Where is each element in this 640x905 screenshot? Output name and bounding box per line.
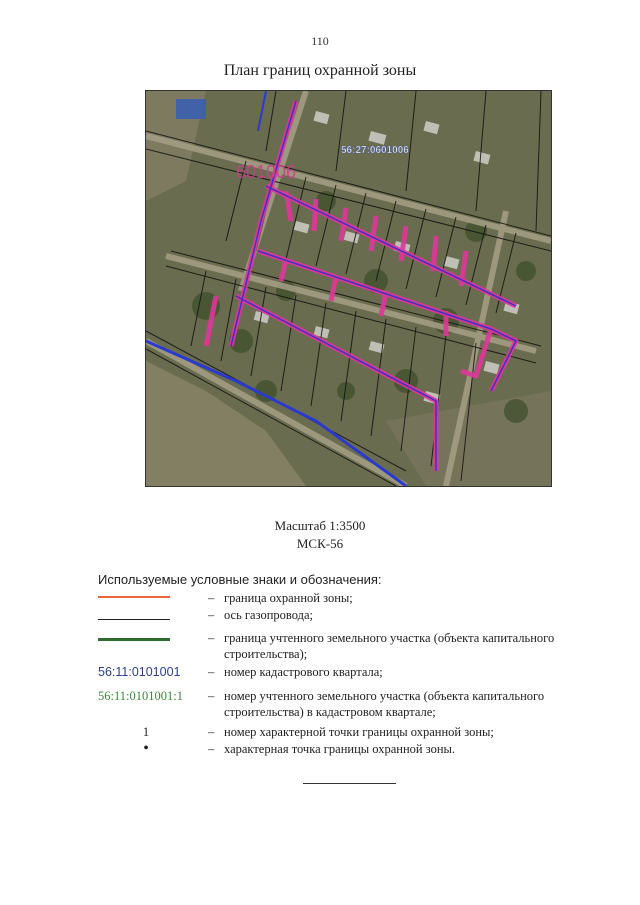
legend-text: номер характерной точки границы охранной зоны; — [224, 725, 494, 739]
legend-dash: – — [208, 631, 215, 645]
legend-dash: – — [208, 742, 215, 756]
footer-divider — [303, 783, 396, 784]
cadastral-quarter-label: 56:27:0601006 — [341, 145, 409, 156]
legend-dash: – — [208, 665, 215, 679]
legend-dash: – — [208, 591, 215, 605]
cadastral-quarter-sample: 56:11:0101001 — [98, 665, 181, 679]
legend-dash: – — [208, 725, 215, 739]
scale-block — [0, 517, 640, 553]
dot-icon: • — [143, 740, 149, 757]
legend-text: граница учтенного земельного участка (объекта капитального строительства); — [224, 631, 555, 661]
legend-dash: – — [208, 608, 215, 622]
legend-text: граница охранной зоны; — [224, 591, 353, 605]
legend-text: характерная точка границы охранной зоны. — [224, 742, 456, 756]
land-plot-line-icon — [98, 638, 170, 641]
legend-dash: – — [208, 689, 215, 703]
page-number: 110 — [311, 34, 329, 48]
page-title: План границ охранной зоны — [223, 62, 417, 79]
gas-pipeline-line-icon — [98, 619, 170, 620]
satellite-map[interactable] — [145, 90, 552, 487]
legend-text: номер кадастрового квартала; — [224, 665, 383, 679]
map-canvas — [146, 91, 551, 486]
legend-title: Используемые условные знаки и обозначения: — [98, 572, 382, 587]
crs-text: МСК-56 — [296, 536, 344, 551]
legend-text: номер учтенного земельного участка (объекта капитального строительства) в кадастровом квартале; — [224, 689, 545, 719]
zone-number-label: 601006 — [236, 162, 297, 182]
protection-zone-line-icon — [98, 596, 170, 598]
point-number-sample: 1 — [142, 725, 150, 739]
land-plot-number-sample: 56:11:0101001:1 — [98, 689, 183, 703]
legend-text: ось газопровода; — [224, 608, 314, 622]
scale-text: Масштаб 1:3500 — [274, 518, 366, 533]
